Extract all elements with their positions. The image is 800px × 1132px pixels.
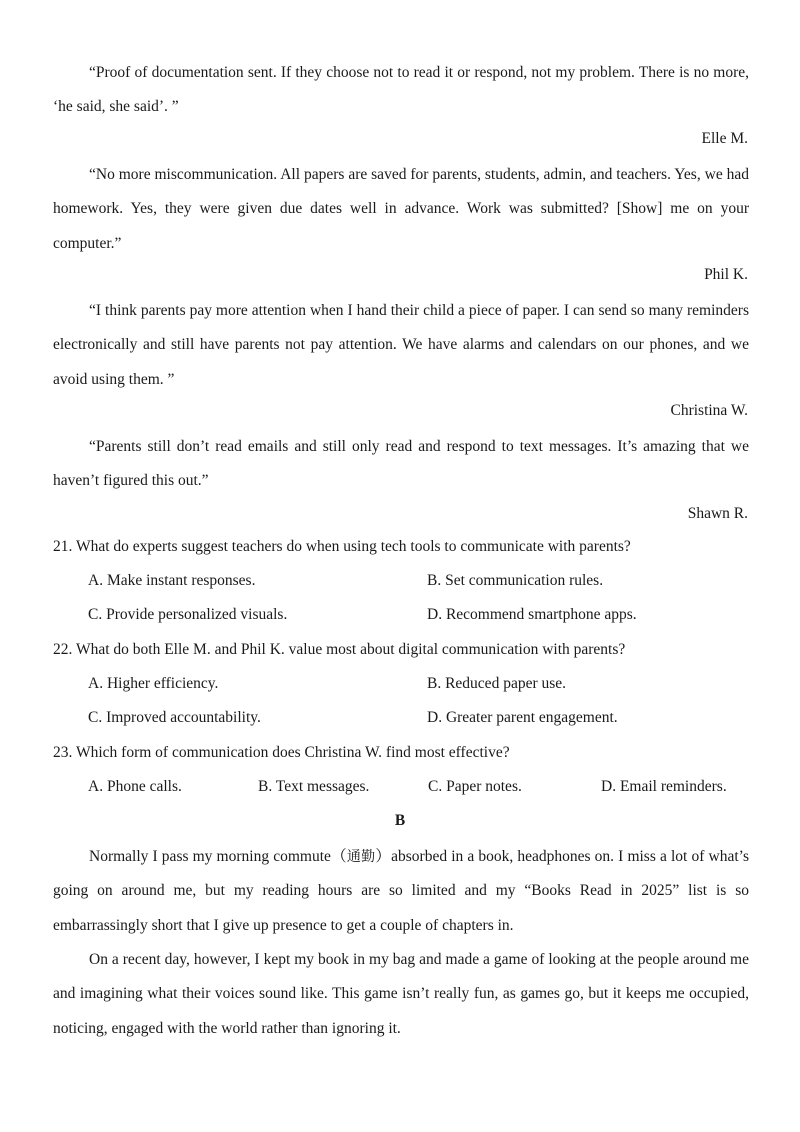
p1-text-before: Normally I pass my morning commute（ [89,848,347,865]
q22-option-c: C. Improved accountability. [88,709,261,726]
section-b-paragraph-2: On a recent day, however, I kept my book in my bag and made a game of looking at the people around me and imagining what their voices sound like. This game isn’t really fun, as games go, but it keeps me occupied, noticing, engaged with the world rather than ignoring it. [53,951,749,1037]
quote-christina: “I think parents pay more attention when I hand their child a piece of paper. I can send so many reminders electronically and still have parents not pay attention. We have alarms and calendars on our phones, and we avoid using them. ” [53,302,749,388]
q21-option-d: D. Recommend smartphone apps. [427,606,637,623]
q21-option-c: C. Provide personalized visuals. [88,606,288,623]
q22-option-d: D. Greater parent engagement. [427,709,618,726]
question-22: 22. What do both Elle M. and Phil K. value most about digital communication with parents? [53,641,626,658]
q22-option-b: B. Reduced paper use. [427,675,567,692]
question-21: 21. What do experts suggest teachers do when using tech tools to communicate with parents? [53,538,631,555]
q23-option-d: D. Email reminders. [601,778,727,795]
q23-option-b: B. Text messages. [258,778,370,795]
q23-option-c: C. Paper notes. [428,778,522,795]
author-elle: Elle M. [701,130,748,147]
p1-text-after: ）absorbed in a book, headphones on. I miss a lot of what’s going on around me, but my reading hours are so limited and my “Books Read in 2025” list is so embarrassingly short that I give up presence to get a couple of chapters in. [53,848,749,934]
q22-option-a: A. Higher efficiency. [88,675,219,692]
question-23: 23. Which form of communication does Christina W. find most effective? [53,744,510,761]
quote-phil: “No more miscommunication. All papers are saved for parents, students, admin, and teachers. Yes, we had homework. Yes, they were given due dates well in advance. Work was submitted? [Show] me on your computer.” [53,166,749,252]
section-b-heading: B [394,812,406,829]
quote-elle: “Proof of documentation sent. If they choose not to read it or respond, not my problem. There is no more, ‘he said, she said’. ” [53,64,749,116]
q23-option-a: A. Phone calls. [88,778,182,795]
author-phil: Phil K. [704,266,748,283]
section-b-paragraph-1 [53,840,749,943]
author-shawn: Shawn R. [687,505,748,522]
q21-option-b: B. Set communication rules. [427,572,604,589]
q21-option-a: A. Make instant responses. [88,572,256,589]
quote-shawn: “Parents still don’t read emails and still only read and respond to text messages. It’s amazing that we haven’t figured this out.” [53,438,749,490]
p1-chinese-gloss: 通勤 [346,849,376,865]
author-christina: Christina W. [670,402,748,419]
